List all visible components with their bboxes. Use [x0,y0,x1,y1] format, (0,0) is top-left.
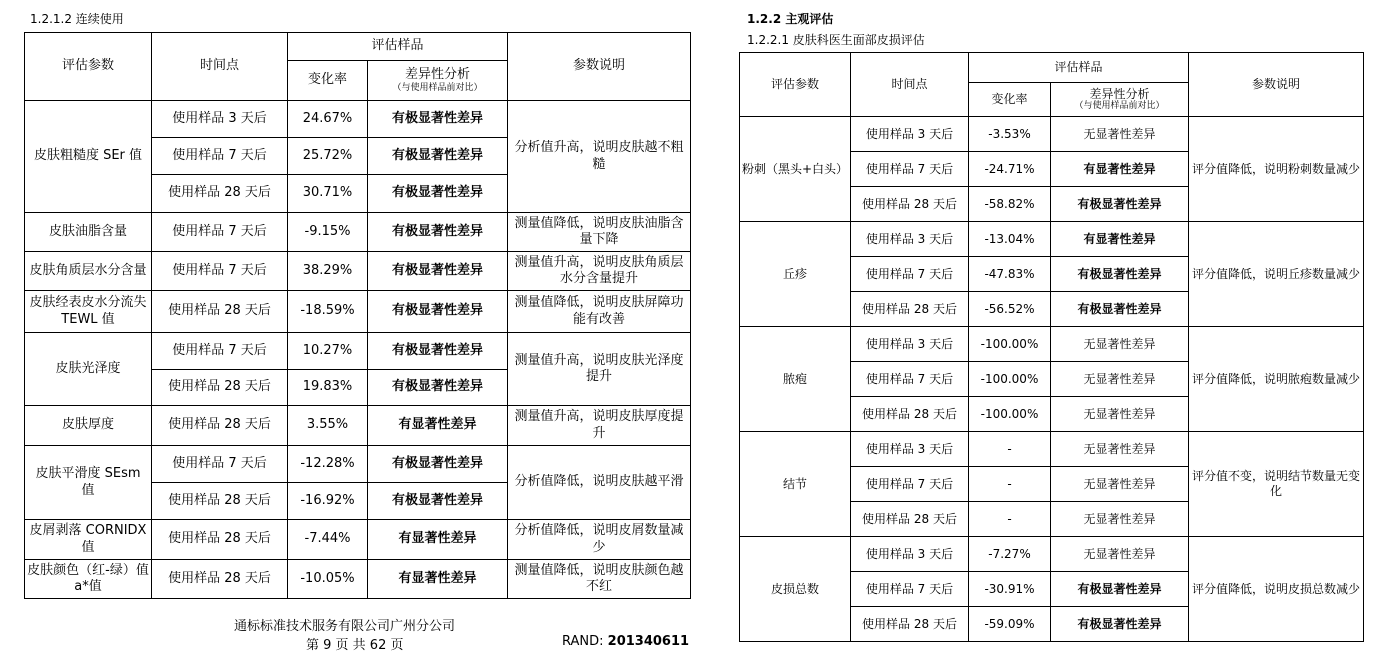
time-cell: 使用样品 28 天后 [851,292,969,327]
header-desc: 参数说明 [508,33,691,101]
table-row [25,446,691,483]
param-cell: 皮肤平滑度 SEsm 值 [25,446,152,520]
header-diff-label: 差异性分析 [1089,87,1150,102]
table-row [25,406,691,446]
time-cell: 使用样品 28 天后 [152,483,288,520]
desc-cell: 分析值升高，说明皮肤越不粗糙 [508,101,691,213]
significance-cell: 无显著性差异 [1051,362,1189,397]
param-cell: 结节 [740,432,851,537]
significance-cell: 有极显著性差异 [368,291,508,333]
significance-cell: 有显著性差异 [368,560,508,599]
header-time: 时间点 [152,33,288,101]
header-time: 时间点 [851,53,969,117]
significance-cell: 有极显著性差异 [368,333,508,370]
rate-cell: -7.44% [288,520,368,560]
time-cell: 使用样品 7 天后 [152,333,288,370]
param-cell: 皮肤油脂含量 [25,213,152,252]
time-cell: 使用样品 28 天后 [152,406,288,446]
time-cell: 使用样品 3 天后 [851,327,969,362]
rate-cell: -12.28% [288,446,368,483]
rate-cell: -100.00% [969,362,1051,397]
rate-cell: - [969,467,1051,502]
time-cell: 使用样品 7 天后 [851,257,969,292]
desc-cell: 评分值降低，说明皮损总数减少 [1189,537,1364,642]
significance-cell: 有极显著性差异 [368,483,508,520]
footer-company: 通标标准技术服务有限公司广州分公司 [234,619,456,634]
significance-cell: 有极显著性差异 [368,175,508,213]
rate-cell: 25.72% [288,138,368,175]
header-diff [368,61,508,101]
table-row [740,432,1364,467]
footer-page-number: 第 9 页 共 62 页 [306,638,404,653]
footer-rand [562,634,689,649]
table-row [740,222,1364,257]
header-diff-label: 差异性分析 [405,67,471,83]
left-evaluation-table [24,32,691,599]
significance-cell: 无显著性差异 [1051,117,1189,152]
desc-cell: 测量值升高，说明皮肤厚度提升 [508,406,691,446]
header-diff-sub: （与使用样品前对比） [392,82,483,93]
time-cell: 使用样品 28 天后 [152,520,288,560]
table-row [740,327,1364,362]
significance-cell: 有显著性差异 [1051,152,1189,187]
param-cell: 皮肤颜色（红-绿）值 a*值 [25,560,152,599]
time-cell: 使用样品 28 天后 [152,370,288,406]
rate-cell: -18.59% [288,291,368,333]
param-cell: 皮肤厚度 [25,406,152,446]
desc-cell: 测量值升高，说明皮肤光泽度提升 [508,333,691,406]
rate-cell: 24.67% [288,101,368,138]
significance-cell: 有极显著性差异 [1051,187,1189,222]
time-cell: 使用样品 7 天后 [152,252,288,291]
table-row [25,213,691,252]
time-cell: 使用样品 7 天后 [851,467,969,502]
significance-cell: 有极显著性差异 [1051,572,1189,607]
param-cell: 丘疹 [740,222,851,327]
significance-cell: 有极显著性差异 [368,101,508,138]
header-desc: 参数说明 [1189,53,1364,117]
time-cell: 使用样品 28 天后 [851,502,969,537]
rate-cell: -7.27% [969,537,1051,572]
rate-cell: -3.53% [969,117,1051,152]
desc-cell: 评分值降低，说明粉刺数量减少 [1189,117,1364,222]
footer-rand-value: 201340611 [607,634,690,649]
table-row [740,117,1364,152]
rate-cell: -13.04% [969,222,1051,257]
significance-cell: 有极显著性差异 [368,252,508,291]
table-row [25,560,691,599]
param-cell: 皮肤粗糙度 SEr 值 [25,101,152,213]
header-diff-sub: （与使用样品前对比） [1074,101,1165,112]
rate-cell: 3.55% [288,406,368,446]
significance-cell: 无显著性差异 [1051,537,1189,572]
param-cell: 脓疱 [740,327,851,432]
param-cell: 皮肤角质层水分含量 [25,252,152,291]
section-title-left: 1.2.1.2 连续使用 [30,12,124,26]
rate-cell: 19.83% [288,370,368,406]
rate-cell: - [969,432,1051,467]
time-cell: 使用样品 7 天后 [152,446,288,483]
time-cell: 使用样品 3 天后 [851,537,969,572]
time-cell: 使用样品 7 天后 [152,138,288,175]
table-row [25,252,691,291]
table-row [25,520,691,560]
rate-cell: -30.91% [969,572,1051,607]
header-sample-group: 评估样品 [288,33,508,61]
significance-cell: 有极显著性差异 [368,370,508,406]
rate-cell: -58.82% [969,187,1051,222]
right-evaluation-table [739,52,1364,642]
time-cell: 使用样品 7 天后 [851,362,969,397]
header-diff [1051,83,1189,117]
table-row [25,333,691,370]
rate-cell: -100.00% [969,397,1051,432]
table-row [25,101,691,138]
rate-cell: 30.71% [288,175,368,213]
significance-cell: 有极显著性差异 [1051,292,1189,327]
desc-cell: 评分值降低，说明丘疹数量减少 [1189,222,1364,327]
footer-rand-label: RAND: [562,634,608,649]
rate-cell: -16.92% [288,483,368,520]
time-cell: 使用样品 28 天后 [851,397,969,432]
header-rate: 变化率 [969,83,1051,117]
header-param: 评估参数 [740,53,851,117]
param-cell: 皮肤经表皮水分流失 TEWL 值 [25,291,152,333]
significance-cell: 有显著性差异 [1051,222,1189,257]
subsection-title-right: 1.2.2.1 皮肤科医生面部皮损评估 [747,33,925,47]
time-cell: 使用样品 28 天后 [152,560,288,599]
desc-cell: 评分值降低，说明脓疱数量减少 [1189,327,1364,432]
significance-cell: 有极显著性差异 [368,138,508,175]
significance-cell: 有显著性差异 [368,406,508,446]
time-cell: 使用样品 3 天后 [851,432,969,467]
desc-cell: 测量值降低，说明皮肤颜色越不红 [508,560,691,599]
significance-cell: 有极显著性差异 [368,446,508,483]
rate-cell: -10.05% [288,560,368,599]
significance-cell: 无显著性差异 [1051,467,1189,502]
time-cell: 使用样品 28 天后 [851,607,969,642]
significance-cell: 有极显著性差异 [1051,257,1189,292]
rate-cell: 38.29% [288,252,368,291]
desc-cell: 评分值不变，说明结节数量无变化 [1189,432,1364,537]
desc-cell: 测量值降低，说明皮肤屏障功能有改善 [508,291,691,333]
rate-cell: -24.71% [969,152,1051,187]
significance-cell: 有极显著性差异 [368,213,508,252]
rate-cell: -9.15% [288,213,368,252]
header-rate: 变化率 [288,61,368,101]
rate-cell: 10.27% [288,333,368,370]
rate-cell: - [969,502,1051,537]
rate-cell: -47.83% [969,257,1051,292]
time-cell: 使用样品 3 天后 [851,117,969,152]
time-cell: 使用样品 3 天后 [851,222,969,257]
desc-cell: 分析值降低，说明皮屑数量减少 [508,520,691,560]
significance-cell: 无显著性差异 [1051,327,1189,362]
significance-cell: 无显著性差异 [1051,397,1189,432]
time-cell: 使用样品 28 天后 [152,291,288,333]
rate-cell: -56.52% [969,292,1051,327]
significance-cell: 无显著性差异 [1051,502,1189,537]
time-cell: 使用样品 7 天后 [851,152,969,187]
significance-cell: 有显著性差异 [368,520,508,560]
param-cell: 皮损总数 [740,537,851,642]
desc-cell: 测量值降低，说明皮肤油脂含量下降 [508,213,691,252]
time-cell: 使用样品 3 天后 [152,101,288,138]
table-row [740,537,1364,572]
param-cell: 皮屑剥落 CORNIDX 值 [25,520,152,560]
time-cell: 使用样品 7 天后 [152,213,288,252]
header-sample-group: 评估样品 [969,53,1189,83]
rate-cell: -100.00% [969,327,1051,362]
desc-cell: 分析值降低，说明皮肤越平滑 [508,446,691,520]
time-cell: 使用样品 7 天后 [851,572,969,607]
param-cell: 皮肤光泽度 [25,333,152,406]
desc-cell: 测量值升高，说明皮肤角质层水分含量提升 [508,252,691,291]
table-row [25,291,691,333]
time-cell: 使用样品 28 天后 [152,175,288,213]
time-cell: 使用样品 28 天后 [851,187,969,222]
rate-cell: -59.09% [969,607,1051,642]
param-cell: 粉刺（黑头+白头） [740,117,851,222]
significance-cell: 无显著性差异 [1051,432,1189,467]
header-param: 评估参数 [25,33,152,101]
section-title-right: 1.2.2 主观评估 [747,12,834,26]
significance-cell: 有极显著性差异 [1051,607,1189,642]
